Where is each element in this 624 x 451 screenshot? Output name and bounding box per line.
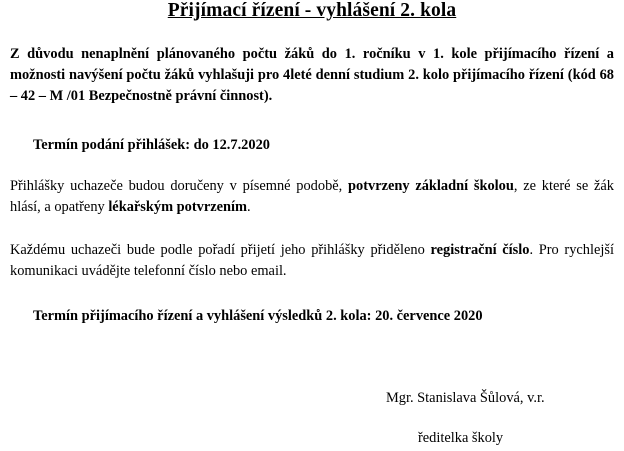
registration-paragraph <box>10 240 614 282</box>
applications-bold-medical: lékařským potvrzením <box>108 199 248 216</box>
registration-bold-number: registrační číslo <box>430 242 530 258</box>
applications-bold-school: potvrzeny základní školou <box>348 178 514 194</box>
registration-text-2: . Pro rychlejší komunikaci uvádějte telefonní číslo nebo email. <box>10 242 614 280</box>
applications-deadline: Termín podání přihlášek: do 12.7.2020 <box>33 137 270 153</box>
registration-text-1: Každému uchazeči bude podle pořadí přijetí jeho přihlášky přiděleno <box>10 242 431 258</box>
results-deadline: Termín přijímacího řízení a vyhlášení výsledků 2. kola: 20. července 2020 <box>33 308 483 324</box>
intro-paragraph: Z důvodu nenaplnění plánovaného počtu žáků do 1. ročníku v 1. kole přijímacího řízení a možnosti navýšení počtu žáků vyhlašuji pro 4leté denní studium 2. kolo přijímacího řízení (kód 68 – 42 – M /01 Bezpečnostně právní činnost). <box>10 46 614 105</box>
applications-text-1: Přihlášky uchazeče budou doručeny v písemné podobě, <box>10 178 349 194</box>
signature-name: Mgr. Stanislava Šůlová, v.r. <box>386 390 545 406</box>
applications-text-3: . <box>247 199 251 216</box>
signature-role: ředitelka školy <box>418 430 504 446</box>
applications-paragraph <box>10 176 614 218</box>
document-title: Přijímací řízení - vyhlášení 2. kola <box>167 0 457 21</box>
applications-text-2: , ze které se žák hlásí, a opatřeny <box>10 178 614 216</box>
